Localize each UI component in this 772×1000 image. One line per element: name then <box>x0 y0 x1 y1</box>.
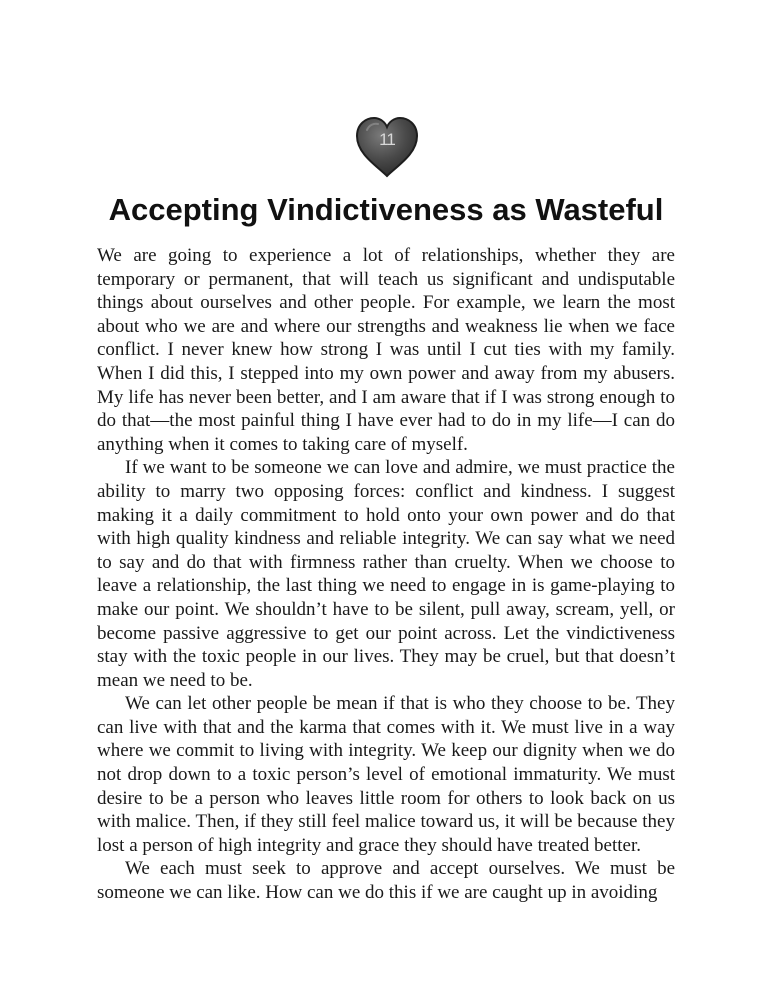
paragraph: We are going to experience a lot of relationships, whether they are temporary or permanent, that will teach us significant and undisputable things about ourselves and other people. For example, we learn the most about who we are and where our strengths and weakness lie when we face conflict. I never knew how strong I was until I cut ties with my family. When I did this, I stepped into my own power and away from my abusers. My life has never been better, and I am aware that if I was strong enough to do that—the most painful thing I have ever had to do in my life—I can do anything when it comes to taking care of myself. <box>97 245 675 455</box>
chapter-number: 11 <box>379 130 395 149</box>
paragraph: We each must seek to approve and accept ourselves. We must be someone we can like. How can we do this if we are caught up in avoiding <box>97 858 675 904</box>
chapter-badge <box>355 116 419 178</box>
chapter-title: Accepting Vindictiveness as Wasteful <box>108 192 664 227</box>
body-text <box>97 244 675 905</box>
paragraph: If we want to be someone we can love and admire, we must practice the ability to marry two opposing forces: conflict and kindness. I suggest making it a daily commitment to hold onto your own power and do that with high quality kindness and reliable integrity. We can say what we need to say and do that with firmness rather than cruelty. When we choose to leave a relationship, the last thing we need to engage in is game-playing to make our point. We shouldn’t have to be silent, pull away, scream, yell, or become passive aggressive to get our point across. Let the vindictiveness stay with the toxic people in our lives. They may be cruel, but that doesn’t mean we need to be. <box>97 457 675 691</box>
paragraph: We can let other people be mean if that is who they choose to be. They can live with that and the karma that comes with it. We must live in a way where we commit to living with integrity. We keep our dignity when we do not drop down to a toxic person’s level of emotional immaturity. We must desire to be a person who leaves little room for others to look back on us with malice. Then, if they still feel malice toward us, it will be because they lost a person of high integrity and grace they should have treated better. <box>97 693 675 856</box>
